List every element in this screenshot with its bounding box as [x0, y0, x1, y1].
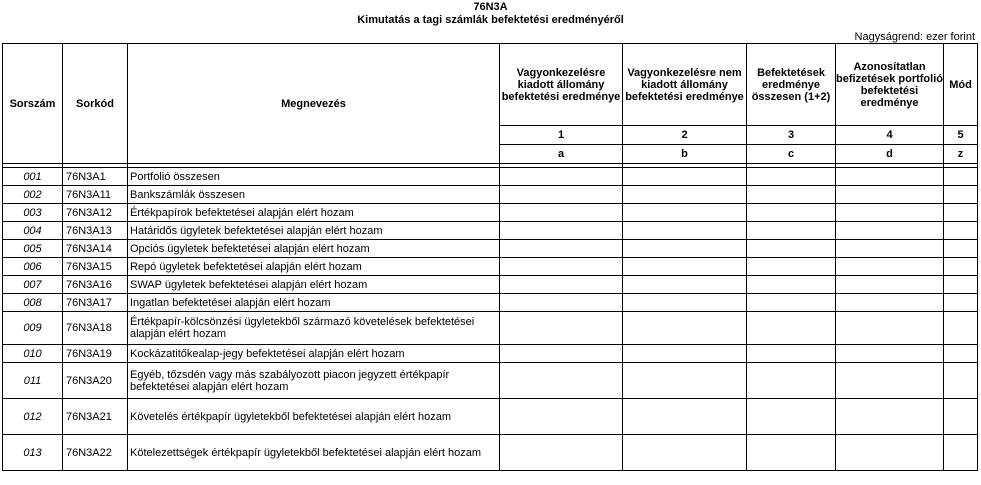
table-row [3, 258, 978, 276]
table-row [3, 435, 978, 471]
row-name: Egyéb, tőzsdén vagy más szabályozott piacon jegyzett értékpapír befektetései alapján elért hozam [128, 363, 500, 399]
value-cell[interactable] [944, 258, 978, 276]
table-row [3, 240, 978, 258]
value-cell[interactable] [944, 345, 978, 363]
value-cell[interactable] [623, 258, 747, 276]
value-cell[interactable] [500, 186, 623, 204]
value-cell[interactable] [944, 204, 978, 222]
row-name: Értékpapír-kölcsönzési ügyletekből származó követelések befektetései alapján elért hozam [128, 312, 500, 345]
value-cell[interactable] [623, 294, 747, 312]
row-sorszam: 010 [3, 345, 63, 363]
value-cell[interactable] [623, 345, 747, 363]
value-cell[interactable] [944, 399, 978, 435]
value-cell[interactable] [500, 204, 623, 222]
value-cell[interactable] [836, 204, 944, 222]
value-cell[interactable] [836, 276, 944, 294]
table-row [3, 399, 978, 435]
value-cell[interactable] [836, 240, 944, 258]
value-cell[interactable] [836, 186, 944, 204]
row-sorszam: 007 [3, 276, 63, 294]
value-cell[interactable] [623, 186, 747, 204]
value-cell[interactable] [623, 204, 747, 222]
row-sorkod: 76N3A13 [63, 222, 128, 240]
row-name: Bankszámlák összesen [128, 186, 500, 204]
row-name: Kockázatitőkealap-jegy befektetései alapján elért hozam [128, 345, 500, 363]
value-cell[interactable] [944, 294, 978, 312]
table-row [3, 294, 978, 312]
value-cell[interactable] [747, 399, 836, 435]
row-sorkod: 76N3A12 [63, 204, 128, 222]
table-row [3, 276, 978, 294]
row-sorszam: 003 [3, 204, 63, 222]
col-number: 4 [836, 126, 944, 145]
value-cell[interactable] [747, 204, 836, 222]
table-row [3, 345, 978, 363]
col-number: 2 [623, 126, 747, 145]
row-sorszam: 002 [3, 186, 63, 204]
col-number: 5 [944, 126, 978, 145]
value-cell[interactable] [944, 222, 978, 240]
value-cell[interactable] [500, 399, 623, 435]
value-cell[interactable] [944, 240, 978, 258]
value-cell[interactable] [747, 222, 836, 240]
value-cell[interactable] [623, 435, 747, 471]
value-cell[interactable] [836, 312, 944, 345]
value-cell[interactable] [500, 168, 623, 186]
value-cell[interactable] [747, 186, 836, 204]
header-col4: Azonosítatlan befizetések portfolió befektetési eredménye [836, 44, 944, 126]
row-sorkod: 76N3A20 [63, 363, 128, 399]
value-cell[interactable] [747, 345, 836, 363]
value-cell[interactable] [747, 258, 836, 276]
value-cell[interactable] [747, 240, 836, 258]
col-letter: c [747, 145, 836, 164]
row-sorszam: 006 [3, 258, 63, 276]
value-cell[interactable] [836, 399, 944, 435]
value-cell[interactable] [500, 240, 623, 258]
row-sorszam: 013 [3, 435, 63, 471]
value-cell[interactable] [944, 276, 978, 294]
value-cell[interactable] [836, 258, 944, 276]
value-cell[interactable] [944, 363, 978, 399]
row-sorkod: 76N3A1 [63, 168, 128, 186]
value-cell[interactable] [623, 363, 747, 399]
value-cell[interactable] [623, 240, 747, 258]
report-title: Kimutatás a tagi számlák befektetési eredményéről [357, 14, 624, 26]
value-cell[interactable] [944, 168, 978, 186]
row-sorszam: 012 [3, 399, 63, 435]
col-number: 1 [500, 126, 623, 145]
col-letter: z [944, 145, 978, 164]
value-cell[interactable] [500, 363, 623, 399]
value-cell[interactable] [623, 168, 747, 186]
value-cell[interactable] [500, 276, 623, 294]
row-sorkod: 76N3A19 [63, 345, 128, 363]
value-cell[interactable] [500, 258, 623, 276]
value-cell[interactable] [500, 435, 623, 471]
header-col2: Vagyonkezelésre nem kiadott állomány befektetési eredménye [623, 44, 747, 126]
header-col5: Mód [944, 44, 978, 126]
row-name: Portfolió összesen [128, 168, 500, 186]
value-cell[interactable] [836, 435, 944, 471]
table-row [3, 168, 978, 186]
value-cell[interactable] [500, 294, 623, 312]
value-cell[interactable] [747, 294, 836, 312]
value-cell[interactable] [747, 312, 836, 345]
row-name: Ingatlan befektetései alapján elért hozam [128, 294, 500, 312]
row-sorkod: 76N3A11 [63, 186, 128, 204]
row-name: Határidős ügyletek befektetései alapján elért hozam [128, 222, 500, 240]
row-name: Opciós ügyletek befektetései alapján elért hozam [128, 240, 500, 258]
header-col3: Befektetések eredménye összesen (1+2) [747, 44, 836, 126]
row-sorkod: 76N3A17 [63, 294, 128, 312]
row-sorszam: 008 [3, 294, 63, 312]
header-col1: Vagyonkezelésre kiadott állomány befektetési eredménye [500, 44, 623, 126]
row-name: SWAP ügyletek befektetései alapján elért hozam [128, 276, 500, 294]
report-table [2, 43, 978, 471]
row-sorkod: 76N3A14 [63, 240, 128, 258]
value-cell[interactable] [836, 222, 944, 240]
row-sorszam: 001 [3, 168, 63, 186]
header-sorkod: Sorkód [63, 44, 128, 164]
value-cell[interactable] [747, 168, 836, 186]
value-cell[interactable] [944, 186, 978, 204]
value-cell[interactable] [747, 435, 836, 471]
value-cell[interactable] [836, 168, 944, 186]
row-sorszam: 005 [3, 240, 63, 258]
value-cell[interactable] [623, 399, 747, 435]
col-letter: a [500, 145, 623, 164]
value-cell[interactable] [500, 222, 623, 240]
value-cell[interactable] [836, 363, 944, 399]
table-row [3, 222, 978, 240]
value-cell[interactable] [836, 345, 944, 363]
value-cell[interactable] [944, 312, 978, 345]
value-cell[interactable] [623, 312, 747, 345]
value-cell[interactable] [944, 435, 978, 471]
value-cell[interactable] [623, 276, 747, 294]
table-row [3, 363, 978, 399]
col-letter: d [836, 145, 944, 164]
value-cell[interactable] [836, 294, 944, 312]
value-cell[interactable] [500, 312, 623, 345]
value-cell[interactable] [747, 363, 836, 399]
table-row [3, 312, 978, 345]
unit-note: Nagyságrend: ezer forint [854, 31, 975, 43]
header-sorszam: Sorszám [3, 44, 63, 164]
row-name: Értékpapírok befektetései alapján elért hozam [128, 204, 500, 222]
form-code: 76N3A [473, 1, 508, 13]
row-name: Repó ügyletek befektetései alapján elért hozam [128, 258, 500, 276]
col-letter: b [623, 145, 747, 164]
value-cell[interactable] [623, 222, 747, 240]
value-cell[interactable] [747, 276, 836, 294]
value-cell[interactable] [500, 345, 623, 363]
row-sorkod: 76N3A22 [63, 435, 128, 471]
header-megnevezes: Megnevezés [128, 44, 500, 164]
table-row [3, 186, 978, 204]
row-sorkod: 76N3A18 [63, 312, 128, 345]
row-sorszam: 009 [3, 312, 63, 345]
row-sorkod: 76N3A16 [63, 276, 128, 294]
row-name: Kötelezettségek értékpapír ügyletekből befektetései alapján elért hozam [128, 435, 500, 471]
row-sorkod: 76N3A15 [63, 258, 128, 276]
table-row [3, 204, 978, 222]
row-name: Követelés értékpapír ügyletekből befektetései alapján elért hozam [128, 399, 500, 435]
col-number: 3 [747, 126, 836, 145]
row-sorszam: 004 [3, 222, 63, 240]
row-sorkod: 76N3A21 [63, 399, 128, 435]
row-sorszam: 011 [3, 363, 63, 399]
